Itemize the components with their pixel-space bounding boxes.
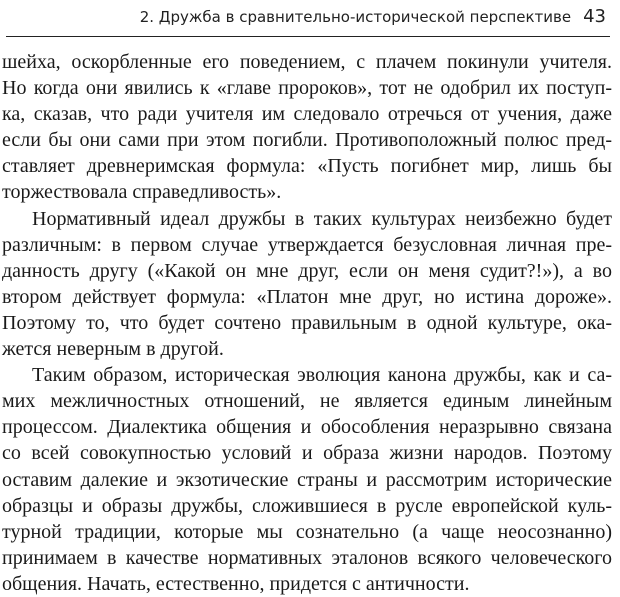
text-line: данность другу («Какой он мне друг, если он меня судит?!»), а во [2,259,612,282]
text-line: шейха, оскорбленные его поведением, с плачем покинули учителя. [2,51,612,73]
text-line: торжествовала справедливость». [2,181,282,204]
text-line: различным: в первом случае утверждается безусловная личная пре- [2,233,612,256]
body-text [0,49,620,597]
text-line: Нормативный идеал дружбы в таких культурах неизбежно будет [32,207,612,230]
text-line: процессом. Диалектика общения и обособления неразрывно связана [2,416,612,439]
text-line: жется неверным в другой. [2,338,224,361]
page-number: 43 [583,6,606,27]
text-line: турной традиции, которые мы сознательно (а чаще неосознанно) [2,520,612,543]
running-title: 2. Дружба в сравнительно-исторической перспективе [139,8,572,26]
text-line: принимаем в качестве нормативных эталонов всякого человеческого [2,546,612,569]
text-line: со всей совокупностью условий и образа жизни народов. Поэтому [2,442,612,465]
text-line: мих межличностных отношений, не является единым линейным [2,390,612,413]
text-line: образцы и образы дружбы, сложившиеся в русле европейской куль- [2,494,612,517]
running-header [10,6,606,36]
text-line: Но когда они явились к «главе пророков», тот не одобрил их поступ- [2,77,612,100]
text-line: Поэтому то, что будет сочтено правильным в одной культуре, ока- [2,311,612,334]
header-rule [6,36,610,37]
text-line: ставляет древнеримская формула: «Пусть погибнет мир, лишь бы [2,155,612,178]
text-line: втором действует формула: «Платон мне друг, но истина дороже». [2,285,612,308]
text-line: ка, сказав, что ради учителя им следовало отречься от учения, даже [2,103,612,126]
text-line: если бы они сами при этом погибли. Противоположный полюс пред- [2,129,612,152]
text-line: общения. Начать, естественно, придется с античности. [2,572,470,595]
text-line: оставим далекие и экзотические страны и рассмотрим исторические [2,468,612,491]
text-line: Таким образом, историческая эволюция канона дружбы, как и са- [32,364,612,387]
